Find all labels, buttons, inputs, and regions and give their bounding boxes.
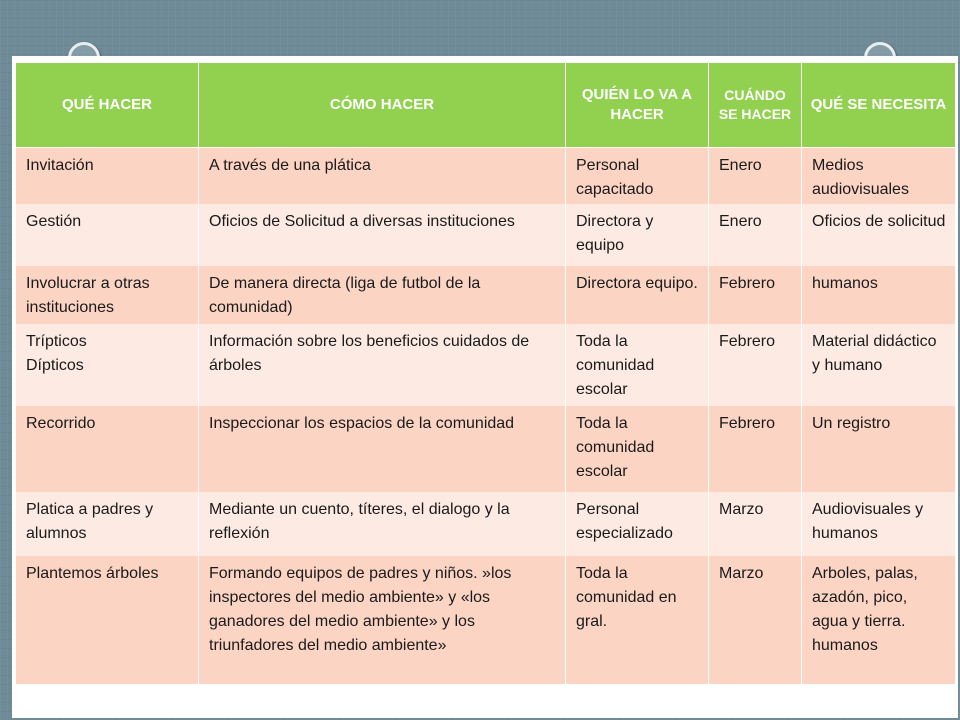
cell-text: Toda la comunidad en gral. (576, 564, 677, 630)
cell-text: Enero (719, 212, 762, 230)
cell-text: Invitación (26, 157, 94, 174)
cell-text: Plantemos árboles (26, 564, 159, 582)
cell-cuando (709, 204, 802, 266)
cell-que (16, 492, 199, 556)
cell-text: Gestión (26, 212, 82, 230)
cell-text: Marzo (719, 500, 764, 518)
cell-text: Personal especializado (576, 500, 673, 542)
header-que-necesita: QUÉ SE NECESITA (802, 63, 956, 148)
cell-text: Inspeccionar los espacios de la comunidad (209, 414, 515, 432)
cell-quien (566, 556, 709, 684)
cell-como (199, 492, 566, 556)
cell-text: Febrero (719, 332, 776, 350)
header-que-hacer: QUÉ HACER (16, 63, 199, 148)
table-row (16, 556, 956, 684)
cell-text: Enero (719, 157, 762, 174)
cell-quien (566, 324, 709, 406)
cell-quien (566, 492, 709, 556)
table-row (16, 406, 956, 492)
cell-como (199, 406, 566, 492)
cell-text: Toda la comunidad escolar (576, 332, 655, 398)
cell-text: Información sobre los beneficios cuidados de árboles (209, 332, 530, 374)
cell-que (16, 324, 199, 406)
cell-text: Febrero (719, 274, 776, 292)
cell-text: Oficios de Solicitud a diversas instituciones (209, 212, 515, 230)
cell-quien (566, 204, 709, 266)
cell-text: Recorrido (26, 414, 96, 432)
cell-necesita (802, 148, 956, 204)
cell-que (16, 204, 199, 266)
cell-text: Un registro (812, 414, 891, 432)
cell-cuando (709, 266, 802, 324)
header-como-hacer: CÓMO HACER (199, 63, 566, 148)
cell-como (199, 148, 566, 204)
cell-text: Material didáctico y humano (812, 332, 937, 374)
cell-como (199, 266, 566, 324)
cell-cuando (709, 492, 802, 556)
cell-necesita (802, 406, 956, 492)
cell-cuando (709, 324, 802, 406)
cell-cuando (709, 406, 802, 492)
cell-quien (566, 406, 709, 492)
table-row (16, 266, 956, 324)
cell-text: A través de una plática (209, 157, 371, 174)
cell-como (199, 204, 566, 266)
cell-como (199, 324, 566, 406)
cell-que (16, 148, 199, 204)
cell-necesita (802, 204, 956, 266)
cell-cuando (709, 148, 802, 204)
cell-text: Directora equipo. (576, 274, 698, 292)
table-row (16, 204, 956, 266)
cell-text: Formando equipos de padres y niños. »los inspectores del medio ambiente» y «los ganadores del medio ambiente» y los triunfadores del medio ambiente» (209, 564, 512, 654)
cell-text: Dípticos (26, 356, 84, 374)
cell-que (16, 556, 199, 684)
cell-que (16, 406, 199, 492)
cell-text: humanos (812, 636, 878, 654)
table-row (16, 492, 956, 556)
cell-text: Marzo (719, 564, 764, 582)
cell-text: De manera directa (liga de futbol de la comunidad) (209, 274, 481, 316)
header-quien: QUIÉN LO VA A HACER (566, 63, 709, 148)
cell-text: Audiovisuales y humanos (812, 500, 924, 542)
cell-necesita (802, 492, 956, 556)
cell-quien (566, 148, 709, 204)
cell-text: Platica a padres y alumnos (26, 500, 154, 542)
cell-cuando (709, 556, 802, 684)
table-row (16, 324, 956, 406)
cell-text: Directora y equipo (576, 212, 654, 254)
cell-text: Personal capacitado (576, 157, 654, 198)
cell-necesita (802, 324, 956, 406)
cell-quien (566, 266, 709, 324)
cell-text: Toda la comunidad escolar (576, 414, 655, 480)
cell-text: Involucrar a otras instituciones (26, 274, 150, 316)
cell-text: Febrero (719, 414, 776, 432)
cell-que (16, 266, 199, 324)
cell-text: Oficios de solicitud (812, 212, 946, 230)
table-row (16, 148, 956, 204)
cell-text: Trípticos (26, 332, 87, 350)
cell-necesita (802, 556, 956, 684)
cell-text: Medios audiovisuales (812, 157, 909, 198)
cell-como (199, 556, 566, 684)
header-row (16, 63, 956, 148)
planning-table (15, 62, 956, 684)
cell-text: Mediante un cuento, títeres, el dialogo y la reflexión (209, 500, 510, 542)
cell-text: Arboles, palas, azadón, pico, agua y tierra. (812, 564, 918, 630)
cell-text: humanos (812, 274, 878, 292)
cell-necesita (802, 266, 956, 324)
header-cuando: CUÁNDO SE HACER (709, 63, 802, 148)
